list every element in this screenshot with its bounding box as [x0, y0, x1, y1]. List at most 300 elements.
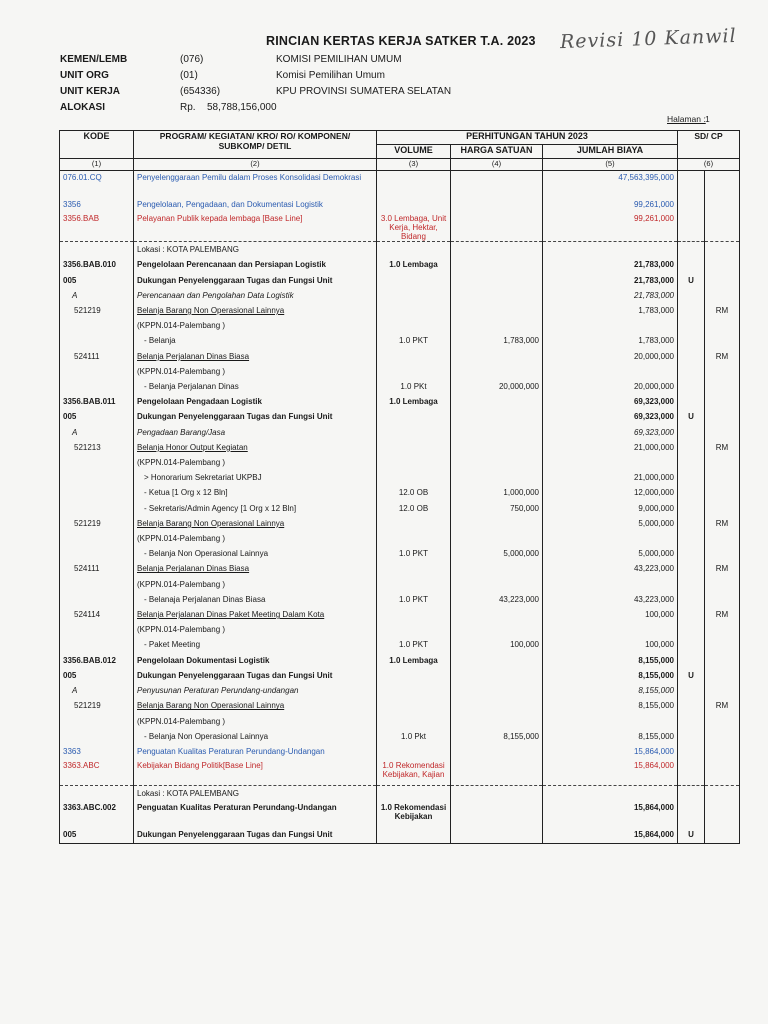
uraian-cell: Penyelenggaraan Pemilu dalam Proses Konsolidasi Demokrasi	[134, 171, 377, 198]
sd-cell	[678, 364, 705, 379]
sd-cell	[678, 531, 705, 546]
sd-cell	[678, 379, 705, 394]
cp-cell	[705, 257, 740, 272]
uraian-cell: (KPPN.014-Palembang )	[134, 318, 377, 333]
sd-cell: U	[678, 668, 705, 683]
uraian-cell: Penyusunan Peraturan Perundang-undangan	[134, 683, 377, 698]
volume-cell	[377, 698, 451, 713]
cp-cell	[705, 485, 740, 500]
uraian-cell: (KPPN.014-Palembang )	[134, 622, 377, 637]
harga-cell: 8,155,000	[451, 729, 543, 744]
kode-cell: A	[60, 683, 134, 698]
cp-cell	[705, 171, 740, 198]
harga-cell: 20,000,000	[451, 379, 543, 394]
col-number: (2)	[134, 159, 377, 171]
col-volume-header: VOLUME	[377, 145, 451, 159]
volume-cell: 1.0 Lembaga	[377, 257, 451, 272]
harga-cell	[451, 827, 543, 843]
harga-cell	[451, 698, 543, 713]
table-row	[60, 257, 740, 272]
kode-cell	[60, 622, 134, 637]
jumlah-cell: 9,000,000	[543, 501, 678, 516]
table-row	[60, 668, 740, 683]
harga-cell	[451, 668, 543, 683]
col-number: (4)	[451, 159, 543, 171]
jumlah-cell: 47,563,395,000	[543, 171, 678, 198]
harga-cell	[451, 242, 543, 258]
table-row	[60, 744, 740, 759]
table-row	[60, 273, 740, 288]
cp-cell	[705, 455, 740, 470]
sd-cell	[678, 592, 705, 607]
sd-cell	[678, 698, 705, 713]
uraian-cell: - Belanja Non Operasional Lainnya	[134, 546, 377, 561]
volume-cell	[377, 683, 451, 698]
cp-cell	[705, 409, 740, 424]
harga-cell	[451, 394, 543, 409]
col-number: (6)	[678, 159, 740, 171]
cp-cell: RM	[705, 516, 740, 531]
sd-cell	[678, 501, 705, 516]
page-number: 1	[705, 114, 710, 124]
table-row	[60, 561, 740, 576]
uraian-cell: Dukungan Penyelenggaraan Tugas dan Fungsi Unit	[134, 827, 377, 843]
cp-cell	[705, 470, 740, 485]
harga-cell	[451, 364, 543, 379]
uraian-cell: Lokasi : KOTA PALEMBANG	[134, 786, 377, 802]
sd-cell	[678, 394, 705, 409]
table-row	[60, 729, 740, 744]
harga-cell	[451, 516, 543, 531]
cp-cell	[705, 714, 740, 729]
kode-cell: 005	[60, 409, 134, 424]
harga-cell	[451, 786, 543, 802]
sd-cell	[678, 303, 705, 318]
uraian-cell: Dukungan Penyelenggaraan Tugas dan Fungsi Unit	[134, 668, 377, 683]
kode-cell: 521213	[60, 440, 134, 455]
sd-cell	[678, 288, 705, 303]
harga-cell	[451, 561, 543, 576]
harga-cell: 1,783,000	[451, 333, 543, 348]
uraian-cell: Dukungan Penyelenggaraan Tugas dan Fungsi Unit	[134, 409, 377, 424]
harga-cell	[451, 212, 543, 242]
volume-cell	[377, 242, 451, 258]
cp-cell	[705, 668, 740, 683]
jumlah-cell	[543, 714, 678, 729]
harga-cell: 1,000,000	[451, 485, 543, 500]
col-number: (3)	[377, 159, 451, 171]
table-row	[60, 501, 740, 516]
volume-cell	[377, 531, 451, 546]
cp-cell: RM	[705, 607, 740, 622]
volume-cell	[377, 516, 451, 531]
page-label: Halaman :	[667, 114, 706, 124]
table-row	[60, 786, 740, 802]
harga-cell	[451, 171, 543, 198]
uraian-cell: Pengelolaan Perencanaan dan Persiapan Logistik	[134, 257, 377, 272]
jumlah-cell: 15,864,000	[543, 744, 678, 759]
kode-cell: 005	[60, 273, 134, 288]
kode-cell: 524111	[60, 349, 134, 364]
table-row	[60, 698, 740, 713]
cp-cell	[705, 622, 740, 637]
harga-cell	[451, 303, 543, 318]
jumlah-cell: 1,783,000	[543, 333, 678, 348]
table-row	[60, 801, 740, 827]
volume-cell	[377, 668, 451, 683]
jumlah-cell: 100,000	[543, 637, 678, 652]
jumlah-cell: 21,000,000	[543, 440, 678, 455]
table-row	[60, 349, 740, 364]
kode-cell	[60, 379, 134, 394]
uraian-cell: Pengadaan Barang/Jasa	[134, 425, 377, 440]
kode-cell	[60, 729, 134, 744]
kode-cell: 3363.ABC.002	[60, 801, 134, 827]
harga-cell	[451, 470, 543, 485]
jumlah-cell: 21,000,000	[543, 470, 678, 485]
kode-cell: 005	[60, 668, 134, 683]
table-row	[60, 470, 740, 485]
kode-cell: A	[60, 425, 134, 440]
jumlah-cell: 8,155,000	[543, 668, 678, 683]
sd-cell	[678, 257, 705, 272]
uraian-cell: - Belanja Non Operasional Lainnya	[134, 729, 377, 744]
kode-cell	[60, 592, 134, 607]
cp-cell	[705, 212, 740, 242]
table-row	[60, 607, 740, 622]
cp-cell: RM	[705, 349, 740, 364]
harga-cell	[451, 531, 543, 546]
jumlah-cell: 69,323,000	[543, 425, 678, 440]
kode-cell	[60, 546, 134, 561]
uraian-cell: Pengelolaan Dokumentasi Logistik	[134, 653, 377, 668]
cp-cell	[705, 546, 740, 561]
kode-cell: 521219	[60, 698, 134, 713]
sd-cell: U	[678, 409, 705, 424]
header-value: 58,788,156,000	[207, 102, 277, 113]
jumlah-cell: 8,155,000	[543, 683, 678, 698]
volume-cell: 1.0 Lembaga	[377, 653, 451, 668]
volume-cell: 12.0 OB	[377, 501, 451, 516]
harga-cell: 100,000	[451, 637, 543, 652]
volume-cell	[377, 288, 451, 303]
cp-cell	[705, 592, 740, 607]
jumlah-cell: 8,155,000	[543, 698, 678, 713]
uraian-cell: Penguatan Kualitas Peraturan Perundang-Undangan	[134, 801, 377, 827]
volume-cell: 1.0 PKT	[377, 333, 451, 348]
kode-cell: 005	[60, 827, 134, 843]
jumlah-cell: 100,000	[543, 607, 678, 622]
harga-cell	[451, 683, 543, 698]
kode-cell	[60, 242, 134, 258]
uraian-cell: - Belanaja Perjalanan Dinas Biasa	[134, 592, 377, 607]
table-row	[60, 288, 740, 303]
col-sdcp-header: SD/ CP	[678, 131, 740, 159]
uraian-cell: Belanja Barang Non Operasional Lainnya	[134, 516, 377, 531]
volume-cell	[377, 786, 451, 802]
header-label: ALOKASI	[60, 102, 105, 113]
volume-cell: 1.0 Rekomendasi Kebijakan, Kajian	[377, 759, 451, 786]
sd-cell	[678, 242, 705, 258]
harga-cell	[451, 759, 543, 786]
jumlah-cell: 69,323,000	[543, 409, 678, 424]
cp-cell	[705, 318, 740, 333]
kode-cell: 3363	[60, 744, 134, 759]
volume-cell	[377, 171, 451, 198]
budget-table	[59, 130, 740, 844]
cp-cell	[705, 242, 740, 258]
cp-cell	[705, 653, 740, 668]
sd-cell	[678, 171, 705, 198]
uraian-cell: (KPPN.014-Palembang )	[134, 364, 377, 379]
cp-cell	[705, 501, 740, 516]
kode-cell: 3363.ABC	[60, 759, 134, 786]
uraian-cell: Pengelolaan Pengadaan Logistik	[134, 394, 377, 409]
uraian-cell: Perencanaan dan Pengolahan Data Logistik	[134, 288, 377, 303]
jumlah-cell: 15,864,000	[543, 827, 678, 843]
volume-cell	[377, 409, 451, 424]
volume-cell: 1.0 PKT	[377, 546, 451, 561]
col-perhitungan-header: PERHITUNGAN TAHUN 2023	[377, 131, 678, 145]
sd-cell	[678, 197, 705, 212]
sd-cell	[678, 455, 705, 470]
sd-cell	[678, 607, 705, 622]
harga-cell	[451, 714, 543, 729]
table-row	[60, 577, 740, 592]
sd-cell	[678, 470, 705, 485]
table-row	[60, 425, 740, 440]
cp-cell	[705, 531, 740, 546]
harga-cell	[451, 440, 543, 455]
header-code: (076)	[180, 54, 204, 65]
jumlah-cell: 21,783,000	[543, 273, 678, 288]
uraian-cell: Belanja Perjalanan Dinas Biasa	[134, 561, 377, 576]
cp-cell	[705, 744, 740, 759]
volume-cell	[377, 622, 451, 637]
sd-cell	[678, 561, 705, 576]
kode-cell	[60, 531, 134, 546]
table-row	[60, 592, 740, 607]
harga-cell	[451, 744, 543, 759]
table-row	[60, 683, 740, 698]
sd-cell	[678, 577, 705, 592]
volume-cell	[377, 303, 451, 318]
harga-cell	[451, 622, 543, 637]
col-number: (1)	[60, 159, 134, 171]
uraian-cell: Dukungan Penyelenggaraan Tugas dan Fungsi Unit	[134, 273, 377, 288]
table-body	[60, 171, 740, 844]
kode-cell: 3356.BAB.011	[60, 394, 134, 409]
sd-cell	[678, 729, 705, 744]
header-code: Rp.	[180, 102, 196, 113]
table-row	[60, 485, 740, 500]
harga-cell	[451, 801, 543, 827]
table-row	[60, 212, 740, 242]
sd-cell	[678, 425, 705, 440]
harga-cell	[451, 577, 543, 592]
kode-cell	[60, 714, 134, 729]
jumlah-cell: 5,000,000	[543, 546, 678, 561]
uraian-cell: Belanja Honor Output Kegiatan	[134, 440, 377, 455]
volume-cell	[377, 440, 451, 455]
kode-cell: 521219	[60, 303, 134, 318]
col-number: (5)	[543, 159, 678, 171]
volume-cell: 1.0 PKT	[377, 637, 451, 652]
table-header	[60, 131, 740, 171]
kode-cell: 524111	[60, 561, 134, 576]
volume-cell	[377, 827, 451, 843]
harga-cell	[451, 318, 543, 333]
harga-cell: 5,000,000	[451, 546, 543, 561]
volume-cell	[377, 577, 451, 592]
uraian-cell: - Belanja Perjalanan Dinas	[134, 379, 377, 394]
cp-cell	[705, 379, 740, 394]
volume-cell	[377, 364, 451, 379]
jumlah-cell: 15,864,000	[543, 759, 678, 786]
header-code: (01)	[180, 70, 198, 81]
header-code: (654336)	[180, 86, 221, 97]
jumlah-cell: 8,155,000	[543, 729, 678, 744]
jumlah-cell: 15,864,000	[543, 801, 678, 827]
column-number-row	[60, 159, 740, 171]
sd-cell	[678, 440, 705, 455]
sd-cell	[678, 759, 705, 786]
cp-cell	[705, 577, 740, 592]
table-row	[60, 440, 740, 455]
volume-cell: 3.0 Lembaga, Unit Kerja, Hektar, Bidang	[377, 212, 451, 242]
header-value: KOMISI PEMILIHAN UMUM	[276, 54, 402, 65]
volume-cell: 1.0 Pkt	[377, 729, 451, 744]
sd-cell	[678, 212, 705, 242]
kode-cell: A	[60, 288, 134, 303]
uraian-cell: (KPPN.014-Palembang )	[134, 714, 377, 729]
kode-cell: 076.01.CQ	[60, 171, 134, 198]
sd-cell	[678, 637, 705, 652]
volume-cell: 1.0 Rekomendasi Kebijakan	[377, 801, 451, 827]
harga-cell	[451, 455, 543, 470]
volume-cell	[377, 455, 451, 470]
handwritten-note: Revisi 10 Kanwil	[559, 24, 737, 54]
volume-cell	[377, 273, 451, 288]
kode-cell	[60, 364, 134, 379]
jumlah-cell	[543, 455, 678, 470]
jumlah-cell: 5,000,000	[543, 516, 678, 531]
kode-cell	[60, 485, 134, 500]
harga-cell	[451, 349, 543, 364]
uraian-cell: Pengelolaan, Pengadaan, dan Dokumentasi Logistik	[134, 197, 377, 212]
sd-cell	[678, 546, 705, 561]
harga-cell	[451, 273, 543, 288]
sd-cell	[678, 333, 705, 348]
jumlah-cell: 21,783,000	[543, 257, 678, 272]
cp-cell	[705, 827, 740, 843]
jumlah-cell: 20,000,000	[543, 379, 678, 394]
col-kode-header: KODE	[60, 131, 134, 159]
kode-cell: 524114	[60, 607, 134, 622]
jumlah-cell	[543, 622, 678, 637]
table-row	[60, 171, 740, 198]
uraian-cell: (KPPN.014-Palembang )	[134, 531, 377, 546]
table-row	[60, 622, 740, 637]
jumlah-cell	[543, 577, 678, 592]
table-row	[60, 333, 740, 348]
kode-cell	[60, 501, 134, 516]
harga-cell	[451, 288, 543, 303]
sd-cell	[678, 622, 705, 637]
uraian-cell: - Ketua [1 Org x 12 Bln]	[134, 485, 377, 500]
kode-cell	[60, 577, 134, 592]
table-row	[60, 379, 740, 394]
cp-cell	[705, 288, 740, 303]
cp-cell	[705, 759, 740, 786]
jumlah-cell: 21,783,000	[543, 288, 678, 303]
uraian-cell: Belanja Perjalanan Dinas Biasa	[134, 349, 377, 364]
table-row	[60, 409, 740, 424]
cp-cell	[705, 364, 740, 379]
sd-cell	[678, 318, 705, 333]
uraian-cell: (KPPN.014-Palembang )	[134, 455, 377, 470]
volume-cell	[377, 318, 451, 333]
cp-cell	[705, 637, 740, 652]
jumlah-cell: 43,223,000	[543, 561, 678, 576]
uraian-cell: Belanja Perjalanan Dinas Paket Meeting Dalam Kota	[134, 607, 377, 622]
cp-cell	[705, 683, 740, 698]
cp-cell	[705, 786, 740, 802]
volume-cell	[377, 561, 451, 576]
kode-cell	[60, 333, 134, 348]
table-row	[60, 303, 740, 318]
col-jumlah-header: JUMLAH BIAYA	[543, 145, 678, 159]
table-row	[60, 531, 740, 546]
uraian-cell: Belanja Barang Non Operasional Lainnya	[134, 698, 377, 713]
cp-cell	[705, 333, 740, 348]
document-title: RINCIAN KERTAS KERJA SATKER T.A. 2023	[266, 34, 536, 48]
header-label: UNIT KERJA	[60, 86, 121, 97]
uraian-cell: Penguatan Kualitas Peraturan Perundang-Undangan	[134, 744, 377, 759]
harga-cell	[451, 425, 543, 440]
harga-cell	[451, 409, 543, 424]
volume-cell	[377, 714, 451, 729]
volume-cell	[377, 607, 451, 622]
table-row	[60, 516, 740, 531]
kode-cell	[60, 470, 134, 485]
volume-cell	[377, 425, 451, 440]
table-row	[60, 364, 740, 379]
kode-cell	[60, 637, 134, 652]
harga-cell: 750,000	[451, 501, 543, 516]
sd-cell	[678, 516, 705, 531]
col-program-header: PROGRAM/ KEGIATAN/ KRO/ RO/ KOMPONEN/ SUBKOMP/ DETIL	[134, 131, 377, 159]
jumlah-cell	[543, 786, 678, 802]
jumlah-cell	[543, 531, 678, 546]
uraian-cell: - Paket Meeting	[134, 637, 377, 652]
volume-cell: 1.0 PKt	[377, 379, 451, 394]
jumlah-cell: 1,783,000	[543, 303, 678, 318]
volume-cell	[377, 197, 451, 212]
uraian-cell: > Honorarium Sekretariat UKPBJ	[134, 470, 377, 485]
cp-cell	[705, 729, 740, 744]
uraian-cell: Lokasi : KOTA PALEMBANG	[134, 242, 377, 258]
table-row	[60, 653, 740, 668]
col-harga-header: HARGA SATUAN	[451, 145, 543, 159]
cp-cell	[705, 801, 740, 827]
table-row	[60, 714, 740, 729]
volume-cell	[377, 470, 451, 485]
volume-cell	[377, 744, 451, 759]
header-value: Komisi Pemilihan Umum	[276, 70, 385, 81]
sd-cell	[678, 714, 705, 729]
uraian-cell: - Sekretaris/Admin Agency [1 Org x 12 Bln]	[134, 501, 377, 516]
